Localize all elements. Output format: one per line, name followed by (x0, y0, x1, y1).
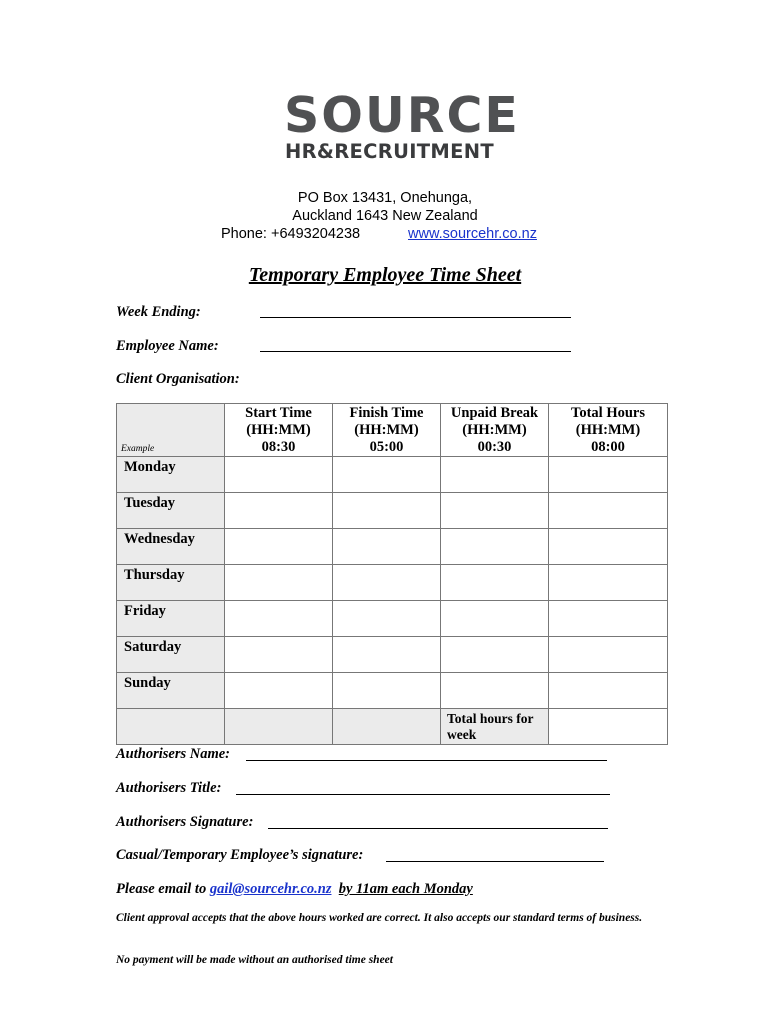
authoriser-name-field[interactable] (246, 760, 607, 761)
start-time-cell[interactable] (225, 529, 333, 565)
finish-time-cell[interactable] (333, 493, 441, 529)
header-finish-time-label: Finish Time (349, 405, 424, 421)
example-label: Example (121, 444, 155, 454)
finish-time-cell[interactable] (333, 457, 441, 493)
total-hours-cell[interactable] (549, 637, 668, 673)
finish-time-cell[interactable] (333, 637, 441, 673)
day-name: Sunday (117, 673, 225, 709)
header-unpaid-break (441, 404, 549, 457)
total-hours-cell[interactable] (549, 565, 668, 601)
total-hours-label: Total hours for week (441, 709, 549, 745)
email-instruction (116, 881, 473, 898)
day-name: Monday (117, 457, 225, 493)
authoriser-signature-label: Authorisers Signature: (116, 814, 254, 830)
start-time-cell[interactable] (225, 601, 333, 637)
header-finish-time-format: (HH:MM) (354, 422, 419, 438)
unpaid-break-cell[interactable] (441, 565, 549, 601)
header-start-time-format: (HH:MM) (246, 422, 311, 438)
unpaid-break-cell[interactable] (441, 601, 549, 637)
header-total-hours (549, 404, 668, 457)
employee-signature-label: Casual/Temporary Employee’s signature: (116, 847, 364, 863)
header-finish-time (333, 404, 441, 457)
total-hours-cell[interactable] (549, 493, 668, 529)
example-start-time: 08:30 (261, 439, 296, 455)
authoriser-title-label: Authorisers Title: (116, 780, 222, 796)
start-time-cell[interactable] (225, 637, 333, 673)
company-logo (284, 87, 520, 165)
phone-number: Phone: +6493204238 (221, 226, 361, 242)
table-row (117, 673, 770, 709)
unpaid-break-cell[interactable] (441, 493, 549, 529)
email-prefix: Please email to (116, 881, 210, 897)
table-row (117, 493, 770, 529)
header-total-hours-format: (HH:MM) (575, 422, 641, 438)
header-row (117, 404, 770, 457)
example-label-cell (117, 404, 225, 457)
timesheet-table (116, 403, 770, 745)
total-blank-cell (225, 709, 333, 745)
page-title: Temporary Employee Time Sheet (248, 264, 522, 286)
finish-time-cell[interactable] (333, 565, 441, 601)
logo-subtitle: HR&RECRUITMENT (285, 140, 494, 163)
week-ending-label: Week Ending: (116, 304, 201, 320)
week-ending-field[interactable] (260, 317, 571, 318)
authoriser-signature-field[interactable] (268, 828, 608, 829)
table-row (117, 529, 770, 565)
start-time-cell[interactable] (225, 493, 333, 529)
table-row (117, 565, 770, 601)
employee-name-field[interactable] (260, 351, 571, 352)
finish-time-cell[interactable] (333, 673, 441, 709)
example-unpaid-break: 00:30 (477, 439, 512, 455)
start-time-cell[interactable] (225, 457, 333, 493)
unpaid-break-cell[interactable] (441, 673, 549, 709)
total-hours-cell[interactable] (549, 457, 668, 493)
day-name: Friday (117, 601, 225, 637)
authoriser-name-label: Authorisers Name: (116, 746, 231, 762)
logo-brand: SOURCE (284, 87, 520, 144)
day-name: Tuesday (117, 493, 225, 529)
employee-signature-field[interactable] (386, 861, 604, 862)
header-start-time (225, 404, 333, 457)
address-line-2: Auckland 1643 New Zealand (292, 208, 478, 224)
header-start-time-label: Start Time (245, 405, 312, 421)
email-deadline: by 11am each Monday (338, 881, 473, 897)
unpaid-break-cell[interactable] (441, 457, 549, 493)
table-row (117, 457, 770, 493)
payment-note: No payment will be made without an authorised time sheet (116, 954, 393, 966)
total-hours-cell[interactable] (549, 601, 668, 637)
day-name: Wednesday (117, 529, 225, 565)
finish-time-cell[interactable] (333, 601, 441, 637)
finish-time-cell[interactable] (333, 529, 441, 565)
table-row (117, 637, 770, 673)
approval-note: Client approval accepts that the above hours worked are correct. It also accepts our standard terms of business. (116, 912, 643, 924)
address-line-1: PO Box 13431, Onehunga, (297, 190, 473, 206)
unpaid-break-cell[interactable] (441, 529, 549, 565)
authoriser-title-field[interactable] (236, 794, 610, 795)
email-link[interactable]: gail@sourcehr.co.nz (209, 881, 332, 897)
header-unpaid-break-label: Unpaid Break (450, 405, 539, 421)
employee-name-label: Employee Name: (116, 338, 219, 354)
start-time-cell[interactable] (225, 673, 333, 709)
total-hours-week-cell[interactable] (549, 709, 668, 745)
header-total-hours-label: Total Hours (571, 405, 645, 421)
total-hours-cell[interactable] (549, 529, 668, 565)
start-time-cell[interactable] (225, 565, 333, 601)
example-finish-time: 05:00 (369, 439, 404, 455)
total-row (117, 709, 770, 745)
total-blank-cell (333, 709, 441, 745)
unpaid-break-cell[interactable] (441, 637, 549, 673)
total-hours-cell[interactable] (549, 673, 668, 709)
client-organisation-label: Client Organisation: (116, 371, 240, 387)
total-blank-cell (117, 709, 225, 745)
website-link[interactable]: www.sourcehr.co.nz (408, 226, 537, 242)
table-row (117, 601, 770, 637)
example-total-hours: 08:00 (591, 439, 625, 455)
header-unpaid-break-format: (HH:MM) (462, 422, 527, 438)
day-name: Saturday (117, 637, 225, 673)
day-name: Thursday (117, 565, 225, 601)
